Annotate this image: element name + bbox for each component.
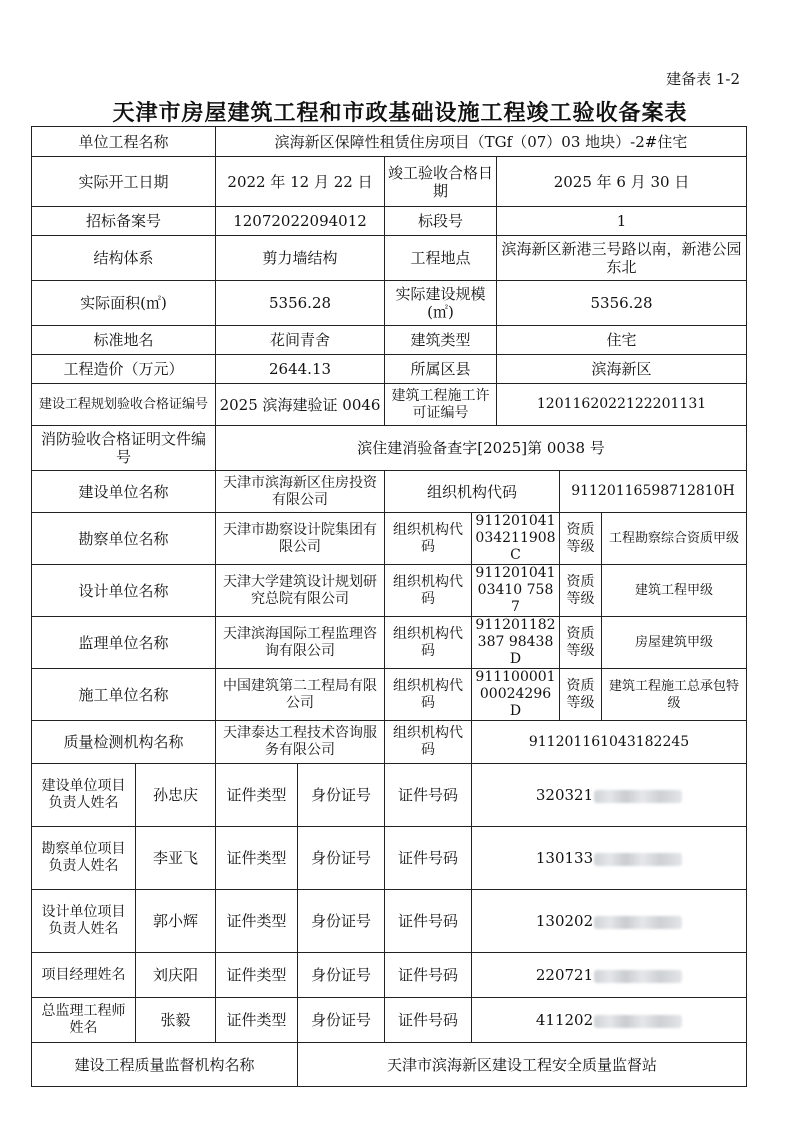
- form-code: 建备表 1-2: [666, 70, 740, 88]
- contractor-code: 91110000100024296D: [472, 669, 560, 721]
- record-table: [31, 126, 747, 1087]
- actual-scale-label: 实际建设规模(㎡): [385, 281, 497, 326]
- survey-label: 勘察单位名称: [32, 513, 216, 565]
- row-dates: [32, 157, 747, 207]
- supervision-label: 监理单位名称: [32, 617, 216, 669]
- planning-cert-value: 2025 滨海建验证 0046: [216, 384, 385, 426]
- id-number-cell: [472, 953, 747, 998]
- id-type-label: 证件类型: [216, 890, 298, 953]
- bid-record-label: 招标备案号: [32, 207, 216, 236]
- person-role-label: 建设单位项目负责人姓名: [32, 764, 136, 827]
- developer-code: 91120116598712810H: [560, 471, 747, 513]
- survey-code-label: 组织机构代码: [385, 513, 472, 565]
- design-code-label: 组织机构代码: [385, 565, 472, 617]
- std-name-value: 花间青舍: [216, 326, 385, 355]
- design-label: 设计单位名称: [32, 565, 216, 617]
- id-number-cell: [472, 890, 747, 953]
- developer-code-label: 组织机构代码: [385, 471, 560, 513]
- row-survey: [32, 513, 747, 565]
- actual-area-label: 实际面积(㎡): [32, 281, 216, 326]
- row-area: [32, 281, 747, 326]
- id-type-label: 证件类型: [216, 998, 298, 1043]
- fire-cert-value: 滨住建消验备查字[2025]第 0038 号: [216, 426, 747, 471]
- design-qual-label: 资质等级: [560, 565, 602, 617]
- row-std-name: [32, 326, 747, 355]
- contractor-name: 中国建筑第二工程局有限公司: [216, 669, 385, 721]
- developer-name: 天津市滨海新区住房投资有限公司: [216, 471, 385, 513]
- id-number-label: 证件号码: [385, 890, 472, 953]
- id-number-prefix: 130202: [535, 912, 594, 930]
- id-type-label: 证件类型: [216, 953, 298, 998]
- person-role-label: 设计单位项目负责人姓名: [32, 890, 136, 953]
- person-role-label: 项目经理姓名: [32, 953, 136, 998]
- redacted-mask: [594, 790, 682, 803]
- redacted-mask: [594, 970, 682, 983]
- row-supervision: [32, 617, 747, 669]
- id-number-prefix: 220721: [535, 966, 594, 984]
- person-row: [32, 998, 747, 1043]
- person-name: 孙忠庆: [136, 764, 216, 827]
- survey-code: 911201041034211908C: [472, 513, 560, 565]
- redacted-mask: [594, 1015, 682, 1028]
- start-date-label: 实际开工日期: [32, 157, 216, 207]
- district-value: 滨海新区: [497, 355, 747, 384]
- bid-record-value: 12072022094012: [216, 207, 385, 236]
- person-row: [32, 764, 747, 827]
- redacted-mask: [594, 916, 682, 929]
- fire-cert-label: 消防验收合格证明文件编号: [32, 426, 216, 471]
- supervision-qual: 房屋建筑甲级: [602, 617, 747, 669]
- person-role-label: 总监理工程师姓名: [32, 998, 136, 1043]
- contractor-code-label: 组织机构代码: [385, 669, 472, 721]
- id-type-value: 身份证号: [298, 890, 385, 953]
- id-number-prefix: 411202: [535, 1011, 594, 1029]
- row-bid: [32, 207, 747, 236]
- actual-area-value: 5356.28: [216, 281, 385, 326]
- id-number-cell: [472, 998, 747, 1043]
- id-number-cell: [472, 764, 747, 827]
- person-name: 刘庆阳: [136, 953, 216, 998]
- id-type-value: 身份证号: [298, 764, 385, 827]
- row-supervision-agency: [32, 1043, 747, 1087]
- survey-qual: 工程勘察综合资质甲级: [602, 513, 747, 565]
- section-no-value: 1: [497, 207, 747, 236]
- row-fire: [32, 426, 747, 471]
- row-cost: [32, 355, 747, 384]
- person-row: [32, 827, 747, 890]
- person-name: 郭小辉: [136, 890, 216, 953]
- cost-value: 2644.13: [216, 355, 385, 384]
- inspection-code: 911201161043182245: [472, 721, 747, 764]
- building-type-label: 建筑类型: [385, 326, 497, 355]
- id-type-label: 证件类型: [216, 764, 298, 827]
- survey-qual-label: 资质等级: [560, 513, 602, 565]
- inspection-name: 天津泰达工程技术咨询服务有限公司: [216, 721, 385, 764]
- row-design: [32, 565, 747, 617]
- redacted-mask: [594, 853, 682, 866]
- design-qual: 建筑工程甲级: [602, 565, 747, 617]
- person-name: 李亚飞: [136, 827, 216, 890]
- supervision-code-label: 组织机构代码: [385, 617, 472, 669]
- row-developer: [32, 471, 747, 513]
- id-type-value: 身份证号: [298, 998, 385, 1043]
- supervision-agency-value: 天津市滨海新区建设工程安全质量监督站: [298, 1043, 747, 1087]
- design-name: 天津大学建筑设计规划研究总院有限公司: [216, 565, 385, 617]
- start-date-value: 2022 年 12 月 22 日: [216, 157, 385, 207]
- row-structure: [32, 236, 747, 281]
- std-name-label: 标准地名: [32, 326, 216, 355]
- section-no-label: 标段号: [385, 207, 497, 236]
- location-value: 滨海新区新港三号路以南，新港公园东北: [497, 236, 747, 281]
- inspection-code-label: 组织机构代码: [385, 721, 472, 764]
- contractor-label: 施工单位名称: [32, 669, 216, 721]
- row-project-name: [32, 127, 747, 157]
- planning-cert-label: 建设工程规划验收合格证编号: [32, 384, 216, 426]
- supervision-qual-label: 资质等级: [560, 617, 602, 669]
- person-role-label: 勘察单位项目负责人姓名: [32, 827, 136, 890]
- row-certs: [32, 384, 747, 426]
- inspection-label: 质量检测机构名称: [32, 721, 216, 764]
- supervision-code: 911201182387 98438D: [472, 617, 560, 669]
- id-number-label: 证件号码: [385, 827, 472, 890]
- person-row: [32, 890, 747, 953]
- supervision-name: 天津滨海国际工程监理咨询有限公司: [216, 617, 385, 669]
- project-name-value: 滨海新区保障性租赁住房项目（TGf（07）03 地块）-2#住宅: [216, 127, 747, 157]
- district-label: 所属区县: [385, 355, 497, 384]
- project-name-label: 单位工程名称: [32, 127, 216, 157]
- structure-label: 结构体系: [32, 236, 216, 281]
- person-row: [32, 953, 747, 998]
- construction-permit-value: 1201162022122201131: [497, 384, 747, 426]
- id-number-prefix: 130133: [535, 849, 594, 867]
- id-number-cell: [472, 827, 747, 890]
- location-label: 工程地点: [385, 236, 497, 281]
- id-number-prefix: 320321: [535, 786, 594, 804]
- id-type-value: 身份证号: [298, 953, 385, 998]
- id-number-label: 证件号码: [385, 953, 472, 998]
- row-inspection: [32, 721, 747, 764]
- supervision-agency-label: 建设工程质量监督机构名称: [32, 1043, 298, 1087]
- building-type-value: 住宅: [497, 326, 747, 355]
- actual-scale-value: 5356.28: [497, 281, 747, 326]
- acceptance-date-label: 竣工验收合格日期: [385, 157, 497, 207]
- cost-label: 工程造价（万元）: [32, 355, 216, 384]
- survey-name: 天津市勘察设计院集团有限公司: [216, 513, 385, 565]
- id-type-value: 身份证号: [298, 827, 385, 890]
- structure-value: 剪力墙结构: [216, 236, 385, 281]
- page-title: 天津市房屋建筑工程和市政基础设施工程竣工验收备案表: [112, 101, 688, 126]
- person-name: 张毅: [136, 998, 216, 1043]
- developer-label: 建设单位名称: [32, 471, 216, 513]
- acceptance-date-value: 2025 年 6 月 30 日: [497, 157, 747, 207]
- row-contractor: [32, 669, 747, 721]
- construction-permit-label: 建筑工程施工许可证编号: [385, 384, 497, 426]
- id-number-label: 证件号码: [385, 764, 472, 827]
- id-type-label: 证件类型: [216, 827, 298, 890]
- contractor-qual-label: 资质等级: [560, 669, 602, 721]
- id-number-label: 证件号码: [385, 998, 472, 1043]
- design-code: 91120104103410 7587: [472, 565, 560, 617]
- contractor-qual: 建筑工程施工总承包特级: [602, 669, 747, 721]
